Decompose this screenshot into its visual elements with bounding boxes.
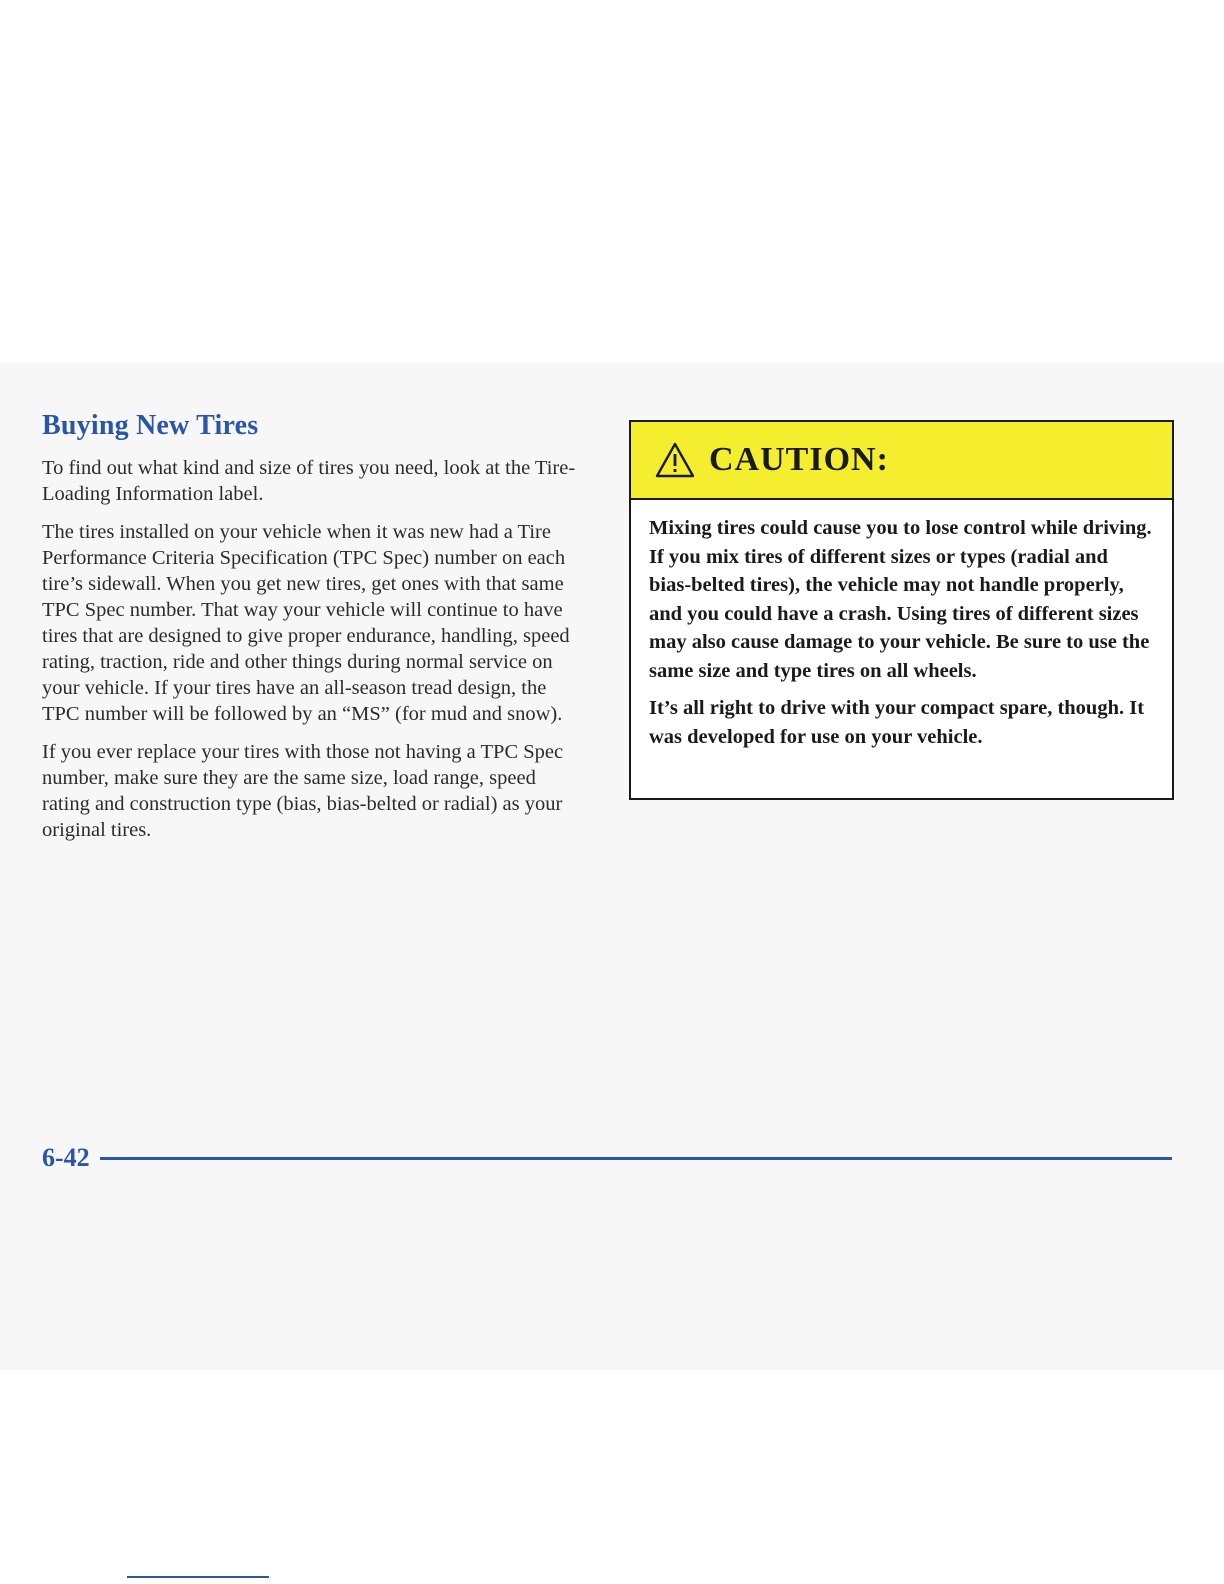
caution-paragraph-1: Mixing tires could cause you to lose control while driving. If you mix tires of different sizes or types (radial and bias-belted tires), the vehicle may not handle properly, and you could have a crash. Using tires of different sizes may also cause damage to your vehicle. Be sure to use the same size and type tires on all wheels. <box>649 517 1152 682</box>
body-paragraph-2: The tires installed on your vehicle when it was new had a Tire Performance Criteria Specification (TPC Spec) number on each tire’s sidewall. When you get new tires, get ones with that same TPC Spec number. That way your vehicle will continue to have tires that are designed to give proper endurance, handling, speed rating, traction, ride and other things during normal service on your vehicle. If your tires have an all-season tread design, the TPC number will be followed by an “MS” (for mud and snow). <box>42 521 570 725</box>
caution-title: CAUTION: <box>709 441 889 478</box>
footer-rule <box>100 1157 1172 1160</box>
caution-body <box>631 500 1172 751</box>
warning-triangle-icon <box>655 442 695 478</box>
body-paragraph-1: To find out what kind and size of tires you need, look at the Tire-Loading Information label. <box>42 457 576 505</box>
section-heading: Buying New Tires <box>42 410 259 441</box>
body-paragraph-3: If you ever replace your tires with those not having a TPC Spec number, make sure they are the same size, load range, speed rating and construction type (bias, bias-belted or radial) as your original tires. <box>42 741 564 841</box>
caution-box <box>629 420 1174 800</box>
caution-header <box>631 422 1172 500</box>
caution-paragraph-2: It’s all right to drive with your compact spare, though. It was developed for use on your vehicle. <box>649 697 1145 748</box>
page-footer <box>42 1140 1172 1176</box>
section-body <box>42 455 582 855</box>
bottom-divider <box>127 1576 269 1578</box>
page-number: 6-42 <box>42 1143 90 1172</box>
